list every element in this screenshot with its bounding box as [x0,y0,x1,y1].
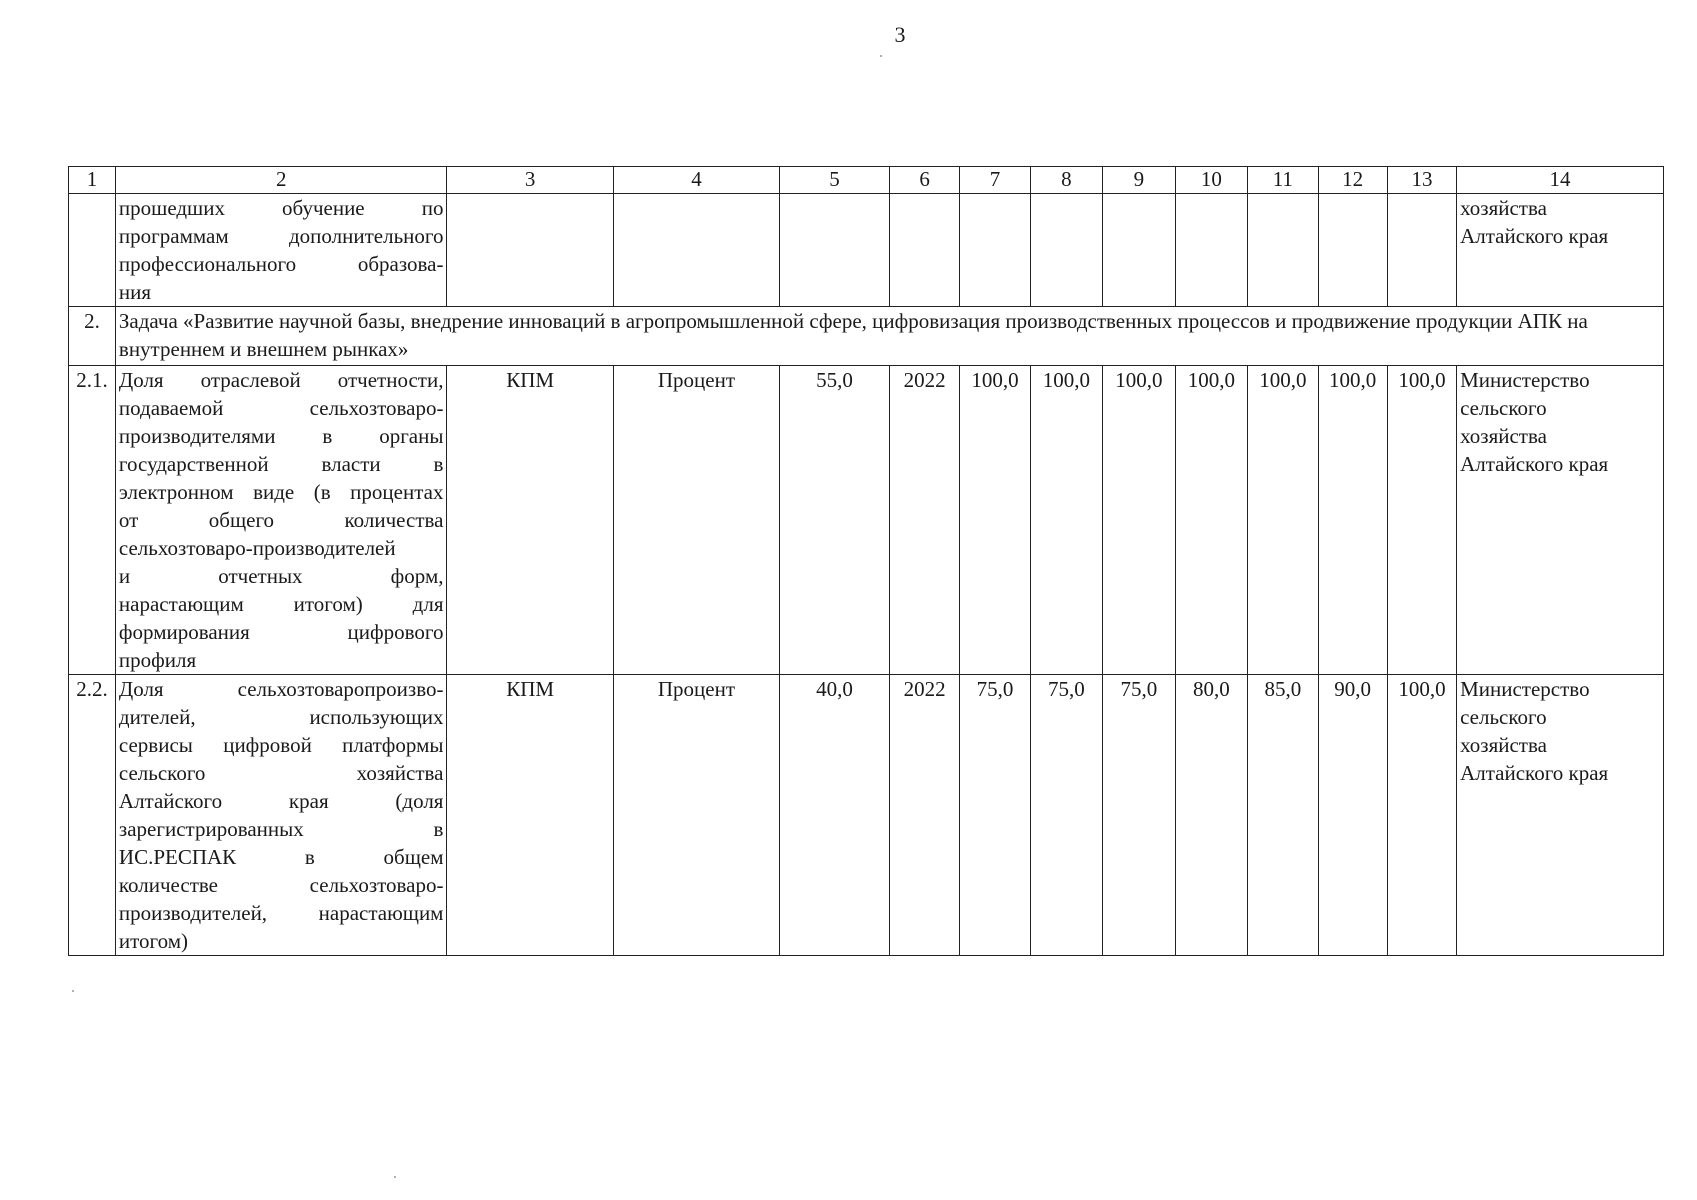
column-header: 2 [115,167,447,194]
table-row [69,675,1664,956]
value-cell [1318,194,1387,307]
description-line: количестве сельхозтоваро- [118,873,444,897]
value-cell: 100,0 [960,366,1030,675]
responsible-line: Алтайского края [1460,761,1609,785]
column-header: 7 [960,167,1030,194]
value-cell: 100,0 [1387,675,1456,956]
description-line: подаваемой сельхозтоваро- [118,396,444,420]
row-number-cell: 2. [69,307,116,366]
table-header-row [69,167,1664,194]
value-cell: 75,0 [960,675,1030,956]
column-header: 13 [1387,167,1456,194]
table-row-task [69,307,1664,366]
value-cell [1175,194,1248,307]
responsible-line: Министерство [1460,368,1590,392]
column-header: 6 [889,167,959,194]
indicator-description-cell [115,194,447,307]
column-header: 9 [1103,167,1176,194]
description-line: профиля [118,648,197,672]
page-number: 3 [894,22,906,47]
value-cell: 80,0 [1175,675,1248,956]
column-header: 10 [1175,167,1248,194]
scan-speck [72,990,74,992]
description-line: государственной власти в [118,452,444,476]
value-cell: 100,0 [1387,366,1456,675]
description-line: нарастающим итогом) для [118,592,444,616]
value-cell: 100,0 [1103,366,1176,675]
responsible-cell [1457,675,1664,956]
row-number-cell: 2.1. [69,366,116,675]
column-header: 5 [780,167,890,194]
value-cell: 100,0 [1318,366,1387,675]
responsible-line: Алтайского края [1460,452,1609,476]
description-line: сервисы цифровой платформы [118,733,444,757]
value-cell: 100,0 [1248,366,1318,675]
responsible-line: хозяйства [1460,733,1547,757]
description-line: профессионального образова- [118,252,444,276]
scan-speck [394,1176,396,1178]
responsible-line: сельского [1460,396,1547,420]
source-cell [447,194,613,307]
indicator-description-cell [115,675,447,956]
value-cell: 75,0 [1030,675,1103,956]
column-header: 8 [1030,167,1103,194]
unit-cell: Процент [613,675,779,956]
column-header: 14 [1457,167,1664,194]
responsible-line: сельского [1460,705,1547,729]
source-cell: КПМ [447,366,613,675]
responsible-cell [1457,194,1664,307]
description-line: прошедших обучение по [118,196,444,220]
row-number-cell: 2.2. [69,675,116,956]
column-header: 3 [447,167,613,194]
description-line: и отчетных форм, [118,564,444,588]
description-line: сельского хозяйства [118,761,444,785]
description-line: Доля отраслевой отчетности, [118,368,444,392]
description-line: производителей, нарастающим [118,901,444,925]
description-line: ния [118,280,152,304]
base-value-cell: 40,0 [780,675,890,956]
base-year-cell: 2022 [889,675,959,956]
description-line: дителей, использующих [118,705,444,729]
description-line: программам дополнительного [118,224,444,248]
responsible-line: Министерство [1460,677,1590,701]
value-cell [1248,194,1318,307]
column-header: 1 [69,167,116,194]
value-cell [1387,194,1456,307]
value-cell: 75,0 [1103,675,1176,956]
value-cell [960,194,1030,307]
column-header: 11 [1248,167,1318,194]
task-description-cell: Задача «Развитие научной базы, внедрение инноваций в агропромышленной сфере, цифровизация производственных процессов и продвижение продукции АПК на внутреннем и внешнем рынках» [115,307,1663,366]
description-line: зарегистрированных в [118,817,444,841]
responsible-line: хозяйства [1460,424,1547,448]
indicator-description-cell [115,366,447,675]
unit-cell: Процент [613,366,779,675]
row-number-cell [69,194,116,307]
base-year-cell: 2022 [889,366,959,675]
value-cell: 85,0 [1248,675,1318,956]
description-line: производителями в органы [118,424,444,448]
description-line: сельхозтоваро-производителей [118,536,396,560]
unit-cell [613,194,779,307]
base-year-cell [889,194,959,307]
description-line: формирования цифрового [118,620,444,644]
responsible-line: Алтайского края [1460,224,1609,248]
description-line: Доля сельхозтоваропроизво- [118,677,444,701]
column-header: 4 [613,167,779,194]
indicators-table [68,166,1664,956]
table-row [69,366,1664,675]
description-line: Алтайского края (доля [118,789,444,813]
description-line: ИС.РЕСПАК в общем [118,845,444,869]
responsible-line: хозяйства [1460,196,1547,220]
description-line: итогом) [118,929,189,953]
value-cell [1030,194,1103,307]
value-cell: 100,0 [1030,366,1103,675]
scan-speck [880,55,882,57]
description-line: электронном виде (в процентах [118,480,444,504]
table-row-continuation [69,194,1664,307]
source-cell: КПМ [447,675,613,956]
base-value-cell [780,194,890,307]
value-cell [1103,194,1176,307]
value-cell: 90,0 [1318,675,1387,956]
responsible-cell [1457,366,1664,675]
description-line: от общего количества [118,508,444,532]
base-value-cell: 55,0 [780,366,890,675]
value-cell: 100,0 [1175,366,1248,675]
column-header: 12 [1318,167,1387,194]
